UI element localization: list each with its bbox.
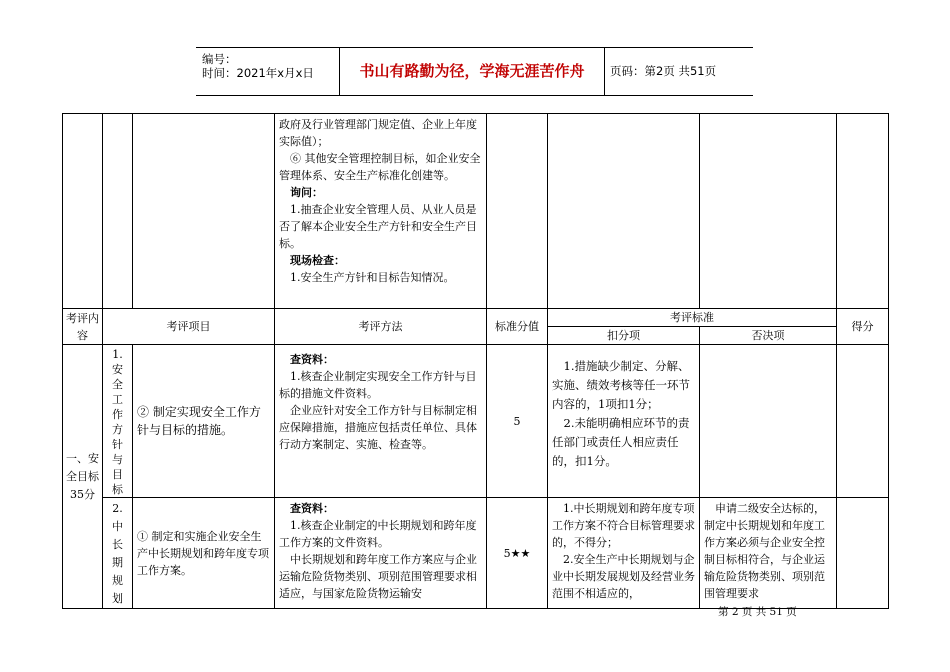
cont-cell-method	[275, 114, 487, 309]
score-std-value: 5★★	[503, 546, 531, 560]
sub-item-no: 1.	[112, 348, 123, 361]
veto-cell	[700, 345, 837, 498]
method-title: 查资料：	[290, 502, 334, 515]
method-p1: 1.核查企业制定的中长期规划和跨年度工作方案的文件资料。	[279, 519, 477, 549]
sub-item-cell	[103, 345, 133, 498]
method-p1: 1.核查企业制定实现安全工作方针与目标的措施文件资料。	[279, 370, 477, 400]
method-cell	[275, 498, 487, 609]
th-criteria: 考评标准	[548, 309, 837, 327]
item-cell	[133, 345, 275, 498]
deduct-cell	[548, 498, 700, 609]
item-cell	[133, 498, 275, 609]
th-item: 考评项目	[103, 309, 275, 345]
deduct-p2: 2.未能明确相应环节的责任部门或责任人相应责任的，扣1分。	[552, 416, 690, 468]
table-row	[63, 498, 889, 609]
veto-text: 申请二级安全达标的，制定中长期规划和年度工作方案必须与企业安全控制目标相符合，与企业运输危险货物类别、项别范围管理要求	[704, 502, 825, 600]
th-content: 考评内容	[63, 309, 103, 345]
header-meta	[196, 48, 339, 95]
th-method: 考评方法	[275, 309, 487, 345]
section-label-cell	[63, 345, 103, 609]
sub-item-cell	[103, 498, 133, 609]
section-label: 一、安全目标35分	[66, 451, 99, 501]
score-cell	[837, 345, 889, 498]
page-footer: 第 2 页 共 51 页	[718, 606, 797, 618]
header-motto: 书山有路勤为径，学海无涯苦作舟	[339, 48, 605, 95]
number-label: 编号：	[202, 52, 237, 66]
th-deduct: 扣分项	[548, 327, 700, 345]
method-title: 查资料：	[290, 353, 334, 366]
item-text: ① 制定和实施企业安全生产中长期规划和跨年度专项工作方案。	[137, 529, 269, 577]
score-std-cell: 5	[487, 345, 548, 498]
cont-line-1: 政府及行业管理部门规定值、企业上年度实际值）；	[279, 118, 477, 148]
deduct-p1: 1.措施缺少制定、分解、实施、绩效考核等任一环节内容的，1项扣1分；	[552, 359, 690, 411]
table-row	[63, 345, 889, 498]
th-score-std: 标准分值	[487, 309, 548, 345]
time-label: 时间：2021年x月x日	[202, 66, 314, 80]
cont-cell-score-std	[487, 114, 548, 309]
item-text: ② 制定实现安全工作方针与目标的措施。	[137, 405, 261, 437]
cont-cell-veto	[700, 114, 837, 309]
deduct-p2: 2.安全生产中长期规划与企业中长期发展规划及经营业务范围不相适应的，	[552, 553, 695, 600]
inquiry-text: 1.抽查企业安全管理人员、从业人员是否了解本企业安全生产方针和安全生产目标。	[279, 203, 477, 250]
th-score: 得分	[837, 309, 889, 345]
inquiry-title: 询问：	[290, 186, 323, 199]
cont-cell-deduct	[548, 114, 700, 309]
th-veto: 否决项	[700, 327, 837, 345]
sub-item-title: 中长期规划	[112, 520, 123, 605]
evaluation-table	[62, 113, 889, 609]
site-text: 1.安全生产方针和目标告知情况。	[290, 271, 455, 284]
score-cell	[837, 498, 889, 609]
cont-line-2: ⑥ 其他安全管理控制目标，如企业安全管理体系、安全生产标准化创建等。	[279, 152, 481, 182]
cont-cell-item	[133, 114, 275, 309]
deduct-cell	[548, 345, 700, 498]
cont-cell-content	[63, 114, 103, 309]
continuation-row	[63, 114, 889, 309]
cont-cell-score	[837, 114, 889, 309]
score-std-cell	[487, 498, 548, 609]
method-p2: 中长期规划和跨年度工作方案应与企业运输危险货物类别、项别范围管理要求相适应，与国家危险货物运输安	[279, 553, 477, 600]
method-p2: 企业应针对安全工作方针与目标制定相应保障措施，措施应包括责任单位、具体行动方案制定、实施、检查等。	[279, 404, 477, 451]
cont-cell-sub	[103, 114, 133, 309]
table-header-row	[63, 309, 889, 327]
sub-item-no: 2.	[112, 502, 123, 515]
page-header	[196, 47, 753, 96]
method-cell	[275, 345, 487, 498]
site-title: 现场检查：	[290, 254, 345, 267]
header-page-info: 页码：第2页 共51页	[610, 64, 717, 78]
veto-cell	[700, 498, 837, 609]
deduct-p1: 1.中长期规划和跨年度专项工作方案不符合目标管理要求的，不得分；	[552, 502, 695, 549]
sub-item-title: 安全工作方针与目标	[112, 363, 123, 496]
